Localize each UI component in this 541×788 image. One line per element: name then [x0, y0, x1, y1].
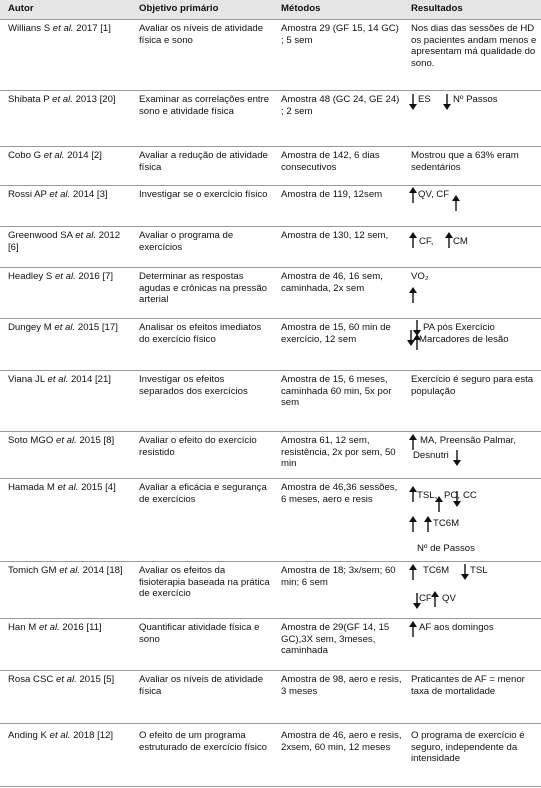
- metodos-cell: Amostra de 18; 3x/sem; 60 min; 6 sem: [281, 565, 396, 588]
- autor-cell: Headley S et al. 2016 [7]: [8, 271, 114, 282]
- autor-cell: Tomich GM et al. 2014 [18]: [8, 565, 123, 576]
- metodos-cell: Amostra de 46, aero e resis, 2xsem, 60 min, 12 meses: [281, 730, 402, 753]
- metodos-cell: Amostra 29 (GF 15, 14 GC) ; 5 sem: [281, 23, 399, 46]
- table-row: [0, 619, 541, 670]
- table-row: [0, 147, 541, 185]
- metodos-cell: Amostra 48 (GC 24, GE 24) ; 2 sem: [281, 94, 400, 117]
- autor-cell: Shibata P et al. 2013 [20]: [8, 94, 116, 105]
- header-resultados: Resultados: [411, 3, 463, 14]
- autor-cell: Soto MGO et al. 2015 [8]: [8, 435, 115, 446]
- resultados-cell: [411, 94, 538, 134]
- header-autor: Autor: [8, 3, 34, 14]
- autor-cell: Anding K et al. 2018 [12]: [8, 730, 114, 741]
- objetivo-cell: Determinar as respostas agudas e crônicas na pressão arterial: [139, 271, 267, 306]
- table-row: [0, 724, 541, 786]
- metodos-cell: Amostra de 130, 12 sem,: [281, 230, 389, 241]
- objetivo-cell: Investigar se o exercício físico: [139, 189, 268, 200]
- resultados-cell: [411, 271, 538, 311]
- resultados-cell: [411, 482, 538, 558]
- metodos-cell: Amostra de 46,36 sessões, 6 meses, aero e resis: [281, 482, 398, 505]
- resultados-cell: [411, 435, 538, 473]
- resultados-cell: [411, 230, 538, 260]
- result-item: VO₂: [411, 271, 429, 282]
- table-row: [0, 562, 541, 618]
- autor-cell: Cobo G et al. 2014 [2]: [8, 150, 102, 161]
- result-item: ES: [418, 94, 431, 105]
- table-row: [0, 479, 541, 561]
- objetivo-cell: O efeito de um programa estruturado de exercício físico: [139, 730, 267, 753]
- metodos-cell: Amostra de 98, aero e resis, 3 meses: [281, 674, 402, 697]
- result-item: CF: [419, 593, 432, 604]
- objetivo-cell: Avaliar o efeito do exercício resistido: [139, 435, 257, 458]
- autor-cell: Willians S et al. 2017 [1]: [8, 23, 111, 34]
- autor-cell: Hamada M et al. 2015 [4]: [8, 482, 116, 493]
- resultados-cell: [411, 565, 538, 613]
- metodos-cell: Amostra de 15, 6 meses, caminhada 60 min, 5x por sem: [281, 374, 392, 409]
- table-row: [0, 268, 541, 318]
- resultados-cell: [411, 622, 538, 652]
- objetivo-cell: Quantificar atividade física e sono: [139, 622, 260, 645]
- result-item: AF aos domingos: [419, 622, 494, 633]
- autor-cell: Dungey M et al. 2015 [17]: [8, 322, 118, 333]
- metodos-cell: Amostra de 15, 60 min de exercício, 12 sem: [281, 322, 391, 345]
- resultados-cell: Nos dias das sessões de HD os pacientes andam menos e apresentam má qualidade do sono.: [411, 23, 537, 69]
- header-metodos: Métodos: [281, 3, 321, 14]
- result-item: QV, CF: [418, 189, 450, 200]
- autor-cell: Viana JL et al. 2014 [21]: [8, 374, 111, 385]
- result-item: MA, Preensão Palmar,: [420, 435, 516, 446]
- objetivo-cell: Avaliar a eficácia e segurança de exercícios: [139, 482, 267, 505]
- objetivo-cell: Analisar os efeitos imediatos do exercício físico: [139, 322, 262, 345]
- result-item: Marcadores de lesão: [419, 334, 509, 345]
- objetivo-cell: Avaliar os efeitos da fisioterapia baseada na prática de exercício: [139, 565, 270, 600]
- metodos-cell: Amostra de 119, 12sem: [281, 189, 383, 200]
- objetivo-cell: Examinar as correlações entre sono e atividade física: [139, 94, 270, 117]
- result-item: Desnutri: [413, 450, 449, 461]
- table-row: [0, 671, 541, 723]
- metodos-cell: Amostra de 46, 16 sem, caminhada, 2x sem: [281, 271, 383, 294]
- objetivo-cell: Avaliar o programa de exercícios: [139, 230, 234, 253]
- result-item: CM: [453, 236, 468, 247]
- table-row: [0, 371, 541, 431]
- autor-cell: Rosa CSC et al. 2015 [5]: [8, 674, 115, 685]
- autor-cell: Rossi AP et al. 2014 [3]: [8, 189, 108, 200]
- metodos-cell: Amostra 61, 12 sem, resistência, 2x por sem, 50 min: [281, 435, 396, 470]
- table-row: [0, 91, 541, 146]
- resultados-cell: [411, 189, 538, 219]
- result-item: TSL: [470, 565, 488, 576]
- objetivo-cell: Avaliar a redução de atividade física: [139, 150, 268, 173]
- result-item: CC: [463, 490, 477, 501]
- table-row: [0, 186, 541, 226]
- result-item: Nº de Passos: [417, 543, 475, 554]
- objetivo-cell: Avaliar os níveis de atividade física e sono: [139, 23, 264, 46]
- autor-cell: Greenwood SA et al. 2012 [6]: [8, 230, 121, 253]
- resultados-cell: Praticantes de AF = menor taxa de mortalidade: [411, 674, 525, 697]
- table-row: [0, 432, 541, 478]
- result-item: TC6M: [423, 565, 450, 576]
- resultados-cell: Exercício é seguro para esta população: [411, 374, 534, 397]
- result-item: CF,: [419, 236, 434, 247]
- result-item: PC,: [444, 490, 460, 501]
- resultados-cell: [411, 322, 538, 362]
- table-row: [0, 20, 541, 90]
- result-item: TSL,: [417, 490, 438, 501]
- resultados-cell: O programa de exercício é seguro, independente da intensidade: [411, 730, 525, 765]
- metodos-cell: Amostra de 142, 6 dias consecutivos: [281, 150, 380, 173]
- table-row: [0, 227, 541, 267]
- result-item: TC6M: [433, 518, 460, 529]
- objetivo-cell: Investigar os efeitos separados dos exercícios: [139, 374, 248, 397]
- metodos-cell: Amostra de 29(GF 14, 15 GC),3X sem, 3meses, caminhada: [281, 622, 390, 657]
- row-divider: [0, 786, 541, 787]
- autor-cell: Han M et al. 2016 [11]: [8, 622, 102, 633]
- result-item: QV: [442, 593, 456, 604]
- table-row: [0, 319, 541, 370]
- table-header: [0, 0, 541, 19]
- resultados-cell: Mostrou que a 63% eram sedentários: [411, 150, 519, 173]
- header-objetivo: Objetivo primário: [139, 3, 219, 14]
- objetivo-cell: Avaliar os níveis de atividade física: [139, 674, 264, 697]
- result-item: PA pós Exercício: [423, 322, 495, 333]
- result-item: Nº Passos: [453, 94, 498, 105]
